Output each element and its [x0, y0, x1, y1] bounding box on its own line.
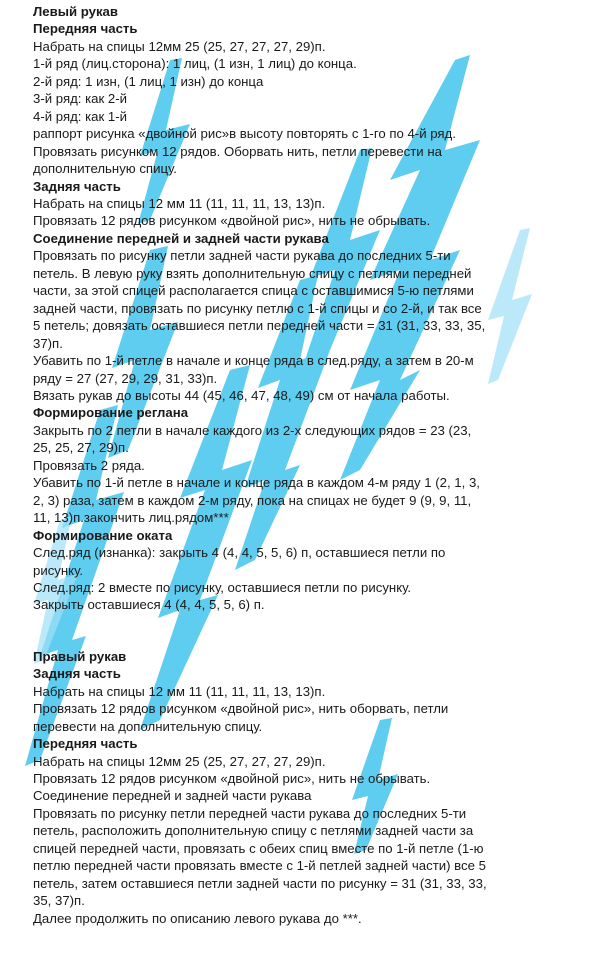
- text-line: Набрать на спицы 12мм 25 (25, 27, 27, 27, 29)п.: [33, 38, 326, 54]
- text-line: петлю передней части провязать вместе с 1-й петлей задней части) все 5: [33, 858, 486, 874]
- text-line: Соединение передней и задней части рукава: [33, 788, 312, 804]
- text-line: Провязать 12 рядов рисунком «двойной рис», нить не обрывать.: [33, 771, 431, 787]
- text-line: 1-й ряд (лиц.сторона): 1 лиц, (1 изн, 1 лиц) до конца.: [33, 56, 357, 72]
- section-gap: [33, 614, 560, 648]
- text-line: 37)п.: [33, 335, 63, 351]
- text-line: части, за этой спицей располагается спица с оставшимися 5-ю петлями: [33, 283, 474, 299]
- text-line: дополнительную спицу.: [33, 161, 177, 177]
- text-line: Набрать на спицы 12 мм 11 (11, 11, 11, 13, 13)п.: [33, 683, 326, 699]
- text-line: 5 петель; довязать оставшиеся петли передней части = 31 (31, 33, 33, 35,: [33, 318, 486, 334]
- text-line: Провязать 12 рядов рисунком «двойной рис», нить не обрывать.: [33, 213, 431, 229]
- text-line: Набрать на спицы 12мм 25 (25, 27, 27, 27, 29)п.: [33, 753, 326, 769]
- text-line: спицей передней части, провязать с обеих спиц вместе по 1-й петле (1-ю: [33, 840, 484, 856]
- left-sleeve-section: [33, 3, 560, 614]
- right-back-heading: Задняя часть: [33, 666, 121, 682]
- left-back-heading: Задняя часть: [33, 178, 121, 194]
- text-line: 35, 37)п.: [33, 893, 85, 909]
- text-line: 25, 25, 27, 29)п.: [33, 440, 129, 456]
- text-line: Провязать по рисунку петли передней части рукава до последних 5-ти: [33, 805, 467, 821]
- text-line: Убавить по 1-й петле в начале и конце ряда в каждом 4-м ряду 1 (2, 1, 3,: [33, 475, 480, 491]
- right-front-heading: Передняя часть: [33, 736, 138, 752]
- left-join-heading: Соединение передней и задней части рукава: [33, 230, 329, 246]
- text-line: След.ряд: 2 вместе по рисунку, оставшиеся петли по рисунку.: [33, 579, 412, 595]
- text-line: Закрыть по 2 петли в начале каждого из 2-х следующих рядов = 23 (23,: [33, 422, 472, 438]
- text-line: петель. В левую руку взять дополнительную спицу с петлями передней: [33, 265, 472, 281]
- text-line: перевести на дополнительную спицу.: [33, 718, 263, 734]
- text-line: Закрыть оставшиеся 4 (4, 4, 5, 5, 6) п.: [33, 597, 265, 613]
- text-line: Провязать по рисунку петли задней части рукава до последних 5-ти: [33, 248, 451, 264]
- text-line: ряду = 27 (27, 29, 29, 31, 33)п.: [33, 370, 218, 386]
- text-line: Далее продолжить по описанию левого рукава до ***.: [33, 910, 362, 926]
- right-sleeve-title: Правый рукав: [33, 648, 127, 664]
- text-line: Провязать 2 ряда.: [33, 457, 145, 473]
- text-line: Вязать рукав до высоты 44 (45, 46, 47, 48, 49) см от начала работы.: [33, 387, 450, 403]
- text-line: 2, 3) раза, затем в каждом 2-м ряду, пока на спицах не будет 9 (9, 9, 11,: [33, 492, 472, 508]
- left-front-heading: Передняя часть: [33, 21, 138, 37]
- text-line: 2-й ряд: 1 изн, (1 лиц, 1 изн) до конца: [33, 73, 264, 89]
- text-line: рисунку.: [33, 562, 84, 578]
- text-line: След.ряд (изнанка): закрыть 4 (4, 4, 5, 5, 6) п, оставшиеся петли по: [33, 545, 446, 561]
- text-line: Убавить по 1-й петле в начале и конце ряда в след.ряду, а затем в 20-м: [33, 353, 474, 369]
- text-line: петель, расположить дополнительную спицу с петлями задней части за: [33, 823, 474, 839]
- left-sleeve-title: Левый рукав: [33, 4, 118, 19]
- text-line: 11, 13)п.закончить лиц.рядом***: [33, 510, 229, 526]
- raglan-heading: Формирование реглана: [33, 405, 189, 421]
- text-line: Провязать 12 рядов рисунком «двойной рис», нить оборвать, петли: [33, 701, 449, 717]
- text-line: 3-й ряд: как 2-й: [33, 91, 128, 107]
- text-line: Провязать рисунком 12 рядов. Оборвать нить, петли перевести на: [33, 143, 442, 159]
- text-line: Набрать на спицы 12 мм 11 (11, 11, 11, 13, 13)п.: [33, 195, 326, 211]
- text-line: раппорт рисунка «двойной рис»в высоту повторять с 1-го по 4-й ряд.: [33, 126, 456, 142]
- text-line: петель, затем оставшиеся петли задней части по рисунку = 31 (31, 33, 33,: [33, 875, 487, 891]
- right-sleeve-section: [33, 648, 560, 927]
- cap-heading: Формирование оката: [33, 527, 173, 543]
- text-line: 4-й ряд: как 1-й: [33, 108, 128, 124]
- text-line: задней части, провязать по рисунку петлю с 1-й спицы и со 2-й, и так все: [33, 300, 482, 316]
